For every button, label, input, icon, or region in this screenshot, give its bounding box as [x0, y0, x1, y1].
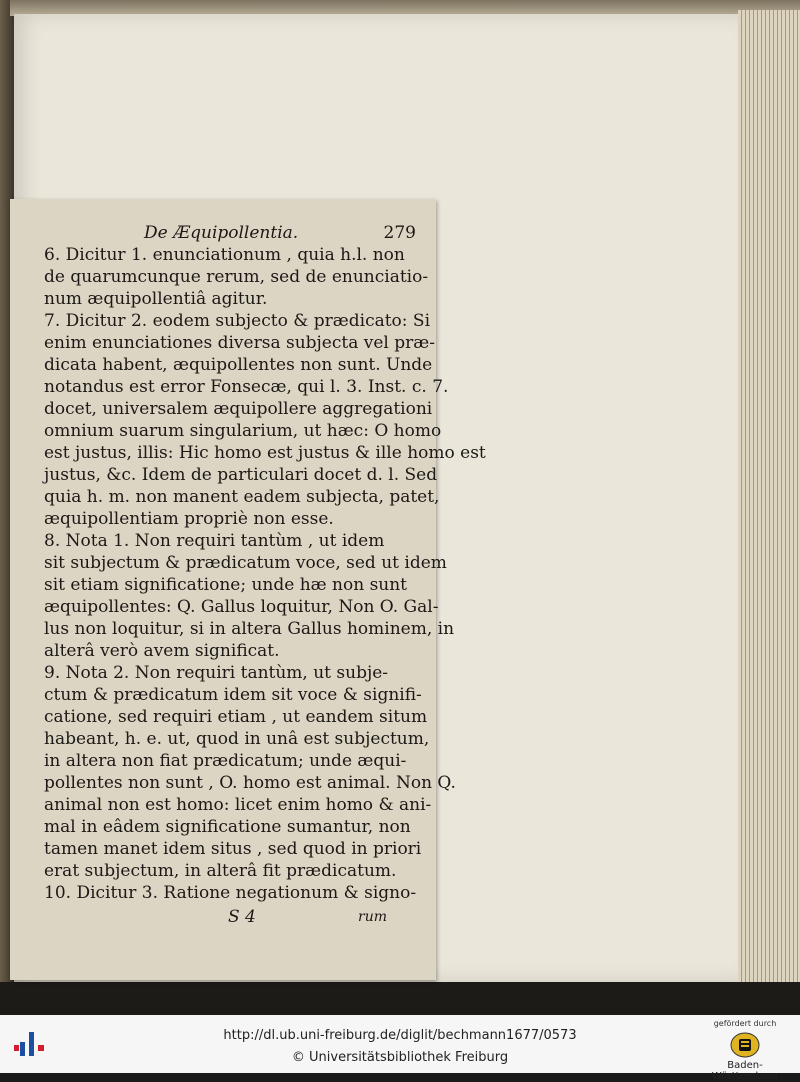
text-line: pollentes non sunt , O. homo est animal. Non Q. — [44, 773, 456, 793]
text-line: 9. Nota 2. Non requiri tantùm, ut subje- — [44, 663, 389, 683]
text-line: sit subjectum & prædicatum voce, sed ut idem — [44, 553, 447, 573]
viewer-footer — [0, 1015, 800, 1082]
text-line: sit etiam significatione; unde hæ non sunt — [44, 575, 408, 595]
running-head-title: De Æquipollentia. — [144, 223, 299, 243]
text-line: notandus est error Fonsecæ, qui l. 3. Inst. c. 7. — [44, 377, 449, 397]
sponsor-name: Baden-Württemberg — [711, 1060, 779, 1082]
copyright-notice: © Universitätsbibliothek Freiburg — [291, 1050, 509, 1065]
text-line: de quarumcunque rerum, sed de enunciatio- — [44, 267, 429, 287]
text-line: alterâ verò avem significat. — [44, 641, 280, 661]
text-line: num æquipollentiâ agitur. — [44, 289, 268, 309]
sponsor-note: gefördert durch — [713, 1019, 777, 1028]
text-line: docet, universalem æquipollere aggregationi — [44, 399, 433, 419]
text-line: 6. Dicitur 1. enunciationum , quia h.l. non — [44, 245, 405, 265]
page-edges — [738, 10, 800, 985]
text-line: catione, sed requiri etiam , ut eandem situm — [44, 707, 428, 727]
book-bottom-shadow — [0, 982, 800, 1015]
text-line: in altera non fiat prædicatum; unde æqui- — [44, 751, 407, 771]
text-line: 7. Dicitur 2. eodem subjecto & prædicato: Si — [44, 311, 431, 331]
text-line: dicata habent, æquipollentes non sunt. Unde — [44, 355, 433, 375]
text-line: erat subjectum, in alterâ fit prædicatum. — [44, 861, 397, 881]
text-line: quia h. m. non manent eadem subjecta, patet, — [44, 487, 440, 507]
inserted-page — [10, 199, 486, 980]
text-line: animal non est homo: licet enim homo & ani- — [44, 795, 432, 815]
text-line: ctum & prædicatum idem sit voce & signifi- — [44, 685, 422, 705]
text-line: 10. Dicitur 3. Ratione negationum & signo- — [44, 883, 417, 903]
text-line: 8. Nota 1. Non requiri tantùm , ut idem — [44, 531, 385, 551]
permalink-url[interactable]: http://dl.ub.uni-freiburg.de/diglit/bechmann1677/0573 — [223, 1028, 577, 1043]
text-line: habeant, h. e. ut, quod in unâ est subjectum, — [44, 729, 430, 749]
text-line: est justus, illis: Hic homo est justus & ille homo est — [44, 443, 486, 463]
running-head — [46, 223, 416, 247]
text-line: tamen manet idem situs , sed quod in priori — [44, 839, 422, 859]
text-line: æquipollentiam propriè non esse. — [44, 509, 334, 529]
text-line: æquipollentes: Q. Gallus loquitur, Non O. Gal- — [44, 597, 439, 617]
catchword: rum — [358, 909, 387, 925]
text-line: justus, &c. Idem de particulari docet d. l. Sed — [44, 465, 438, 485]
page-number: 279 — [383, 223, 416, 243]
text-line: mal in eâdem significatione sumantur, non — [44, 817, 411, 837]
text-line: lus non loquitur, si in altera Gallus hominem, in — [44, 619, 455, 639]
baden-wuerttemberg-crest-icon — [728, 1032, 762, 1058]
text-line: enim enunciationes diversa subjecta vel præ- — [44, 333, 435, 353]
signature-mark: S 4 — [228, 907, 256, 927]
text-line: omnium suarum singularium, ut hæc: O homo — [44, 421, 442, 441]
